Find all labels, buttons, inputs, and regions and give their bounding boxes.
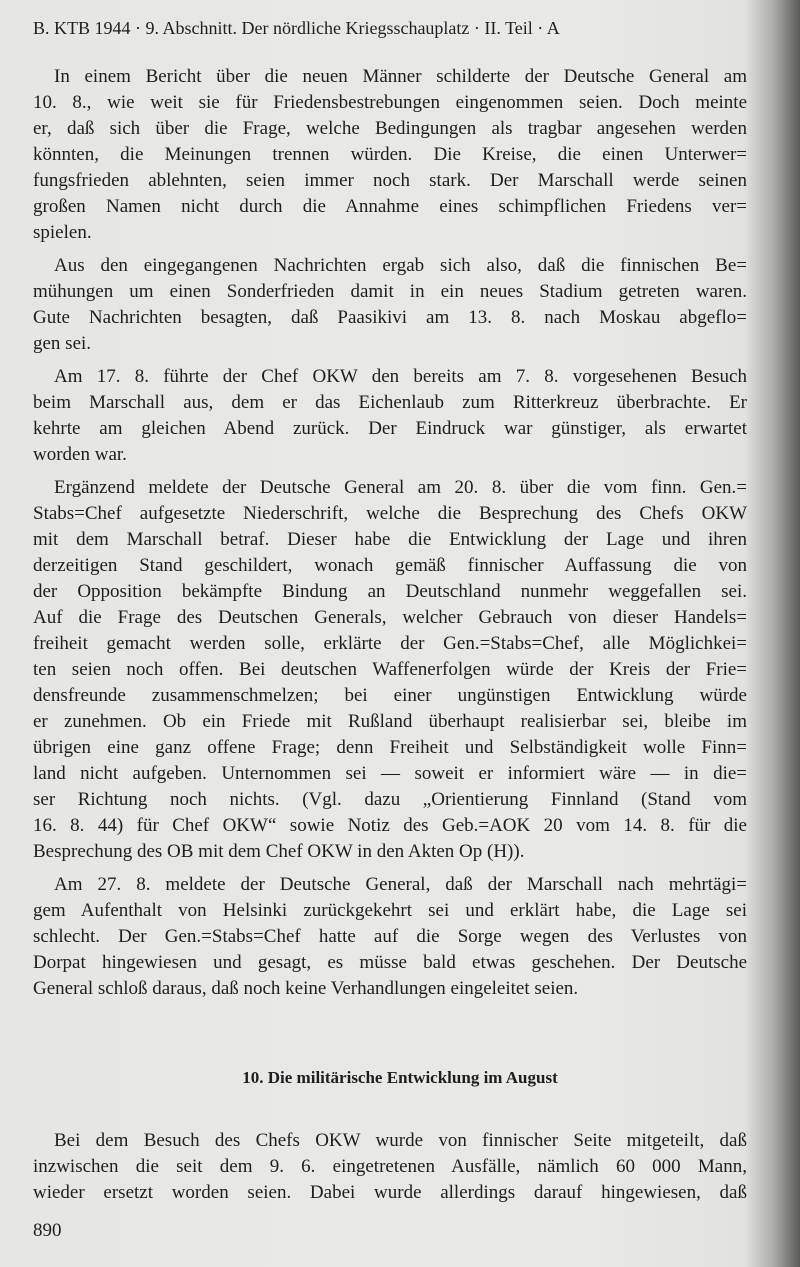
- text-line: Aus den eingegangenen Nachrichten ergab sich also, daß die finnischen Be=: [54, 255, 747, 276]
- running-header: B. KTB 1944 · 9. Abschnitt. Der nördliche Kriegsschauplatz · II. Teil · A: [33, 18, 560, 38]
- page-number: 890: [33, 1220, 62, 1241]
- text-line: Besprechung des OB mit dem Chef OKW in den Akten Op (H)).: [33, 841, 525, 862]
- paragraph: [33, 872, 747, 1002]
- text-line: mit dem Marschall betraf. Dieser habe die Entwicklung der Lage und ihren: [33, 529, 747, 550]
- paragraph: [33, 64, 747, 246]
- text-line: er zunehmen. Ob ein Friede mit Rußland überhaupt realisierbar sei, bleibe im: [33, 711, 747, 732]
- text-line: 16. 8. 44) für Chef OKW“ sowie Notiz des Geb.=AOK 20 vom 14. 8. für die: [33, 815, 747, 836]
- text-line: der Opposition bekämpfte Bindung an Deutschland nunmehr weggefallen sei.: [33, 581, 747, 602]
- section-body-text: [33, 1128, 747, 1206]
- text-line: Am 17. 8. führte der Chef OKW den bereits am 7. 8. vorgesehenen Besuch: [54, 366, 747, 387]
- text-line: land nicht aufgeben. Unternommen sei — soweit er informiert wäre — in die=: [33, 763, 747, 784]
- text-line: 10. 8., wie weit sie für Friedensbestrebungen eingenommen seien. Doch meinte: [33, 92, 747, 113]
- text-line: schlecht. Der Gen.=Stabs=Chef hatte auf die Sorge wegen des Verlustes von: [33, 926, 747, 947]
- text-line: beim Marschall aus, dem er das Eichenlaub zum Ritterkreuz überbrachte. Er: [33, 392, 747, 413]
- text-line: spielen.: [33, 222, 92, 243]
- text-line: wieder ersetzt worden seien. Dabei wurde allerdings darauf hingewiesen, daß: [33, 1182, 747, 1203]
- text-line: großen Namen nicht durch die Annahme eines schimpflichen Friedens ver=: [33, 196, 747, 217]
- text-line: Bei dem Besuch des Chefs OKW wurde von finnischer Seite mitgeteilt, daß: [54, 1130, 747, 1151]
- text-line: könnten, die Meinungen trennen würden. Die Kreise, die einen Unterwer=: [33, 144, 747, 165]
- section-heading: 10. Die militärische Entwicklung im August: [242, 1068, 558, 1087]
- paragraph: [33, 253, 747, 357]
- text-line: inzwischen die seit dem 9. 6. eingetretenen Ausfälle, nämlich 60 000 Mann,: [33, 1156, 747, 1177]
- text-line: derzeitigen Stand geschildert, wonach gemäß finnischer Auffassung die von: [33, 555, 747, 576]
- text-line: Dorpat hingewiesen und gesagt, es müsse bald etwas geschehen. Der Deutsche: [33, 952, 747, 973]
- text-line: General schloß daraus, daß noch keine Verhandlungen eingeleitet seien.: [33, 978, 579, 999]
- text-line: Stabs=Chef aufgesetzte Niederschrift, welche die Besprechung des Chefs OKW: [33, 503, 747, 524]
- text-line: übrigen eine ganz offene Frage; denn Freiheit und Selbständigkeit wolle Finn=: [33, 737, 747, 758]
- paragraph: [33, 475, 747, 865]
- text-line: Ergänzend meldete der Deutsche General am 20. 8. über die vom finn. Gen.=: [54, 477, 747, 498]
- text-line: er, daß sich über die Frage, welche Bedingungen als tragbar angesehen werden: [33, 118, 747, 139]
- text-line: densfreunde zusammenschmelzen; bei einer ungünstigen Entwicklung würde: [33, 685, 747, 706]
- text-line: Am 27. 8. meldete der Deutsche General, daß der Marschall nach mehrtägi=: [54, 874, 747, 895]
- text-line: ser Richtung noch nichts. (Vgl. dazu „Orientierung Finnland (Stand vom: [33, 789, 747, 810]
- text-line: worden war.: [33, 444, 127, 465]
- text-line: In einem Bericht über die neuen Männer schilderte der Deutsche General am: [54, 66, 747, 87]
- text-line: Auf die Frage des Deutschen Generals, welcher Gebrauch von dieser Handels=: [33, 607, 747, 628]
- text-line: kehrte am gleichen Abend zurück. Der Eindruck war günstiger, als erwartet: [33, 418, 747, 439]
- text-line: fungsfrieden ablehnten, seien immer noch stark. Der Marschall werde seinen: [33, 170, 747, 191]
- text-line: Gute Nachrichten besagten, daß Paasikivi am 13. 8. nach Moskau abgeflo=: [33, 307, 747, 328]
- text-line: gen sei.: [33, 333, 92, 354]
- paragraph: [33, 1128, 747, 1206]
- paragraph: [33, 364, 747, 468]
- text-line: freiheit gemacht werden solle, erklärte der Gen.=Stabs=Chef, alle Möglichkei=: [33, 633, 747, 654]
- text-line: ten seien noch offen. Bei deutschen Waffenerfolgen würde der Kreis der Frie=: [33, 659, 747, 680]
- text-line: mühungen um einen Sonderfrieden damit in ein neues Stadium getreten waren.: [33, 281, 747, 302]
- body-text: [33, 64, 747, 1002]
- text-line: gem Aufenthalt von Helsinki zurückgekehrt sei und erklärt habe, die Lage sei: [33, 900, 747, 921]
